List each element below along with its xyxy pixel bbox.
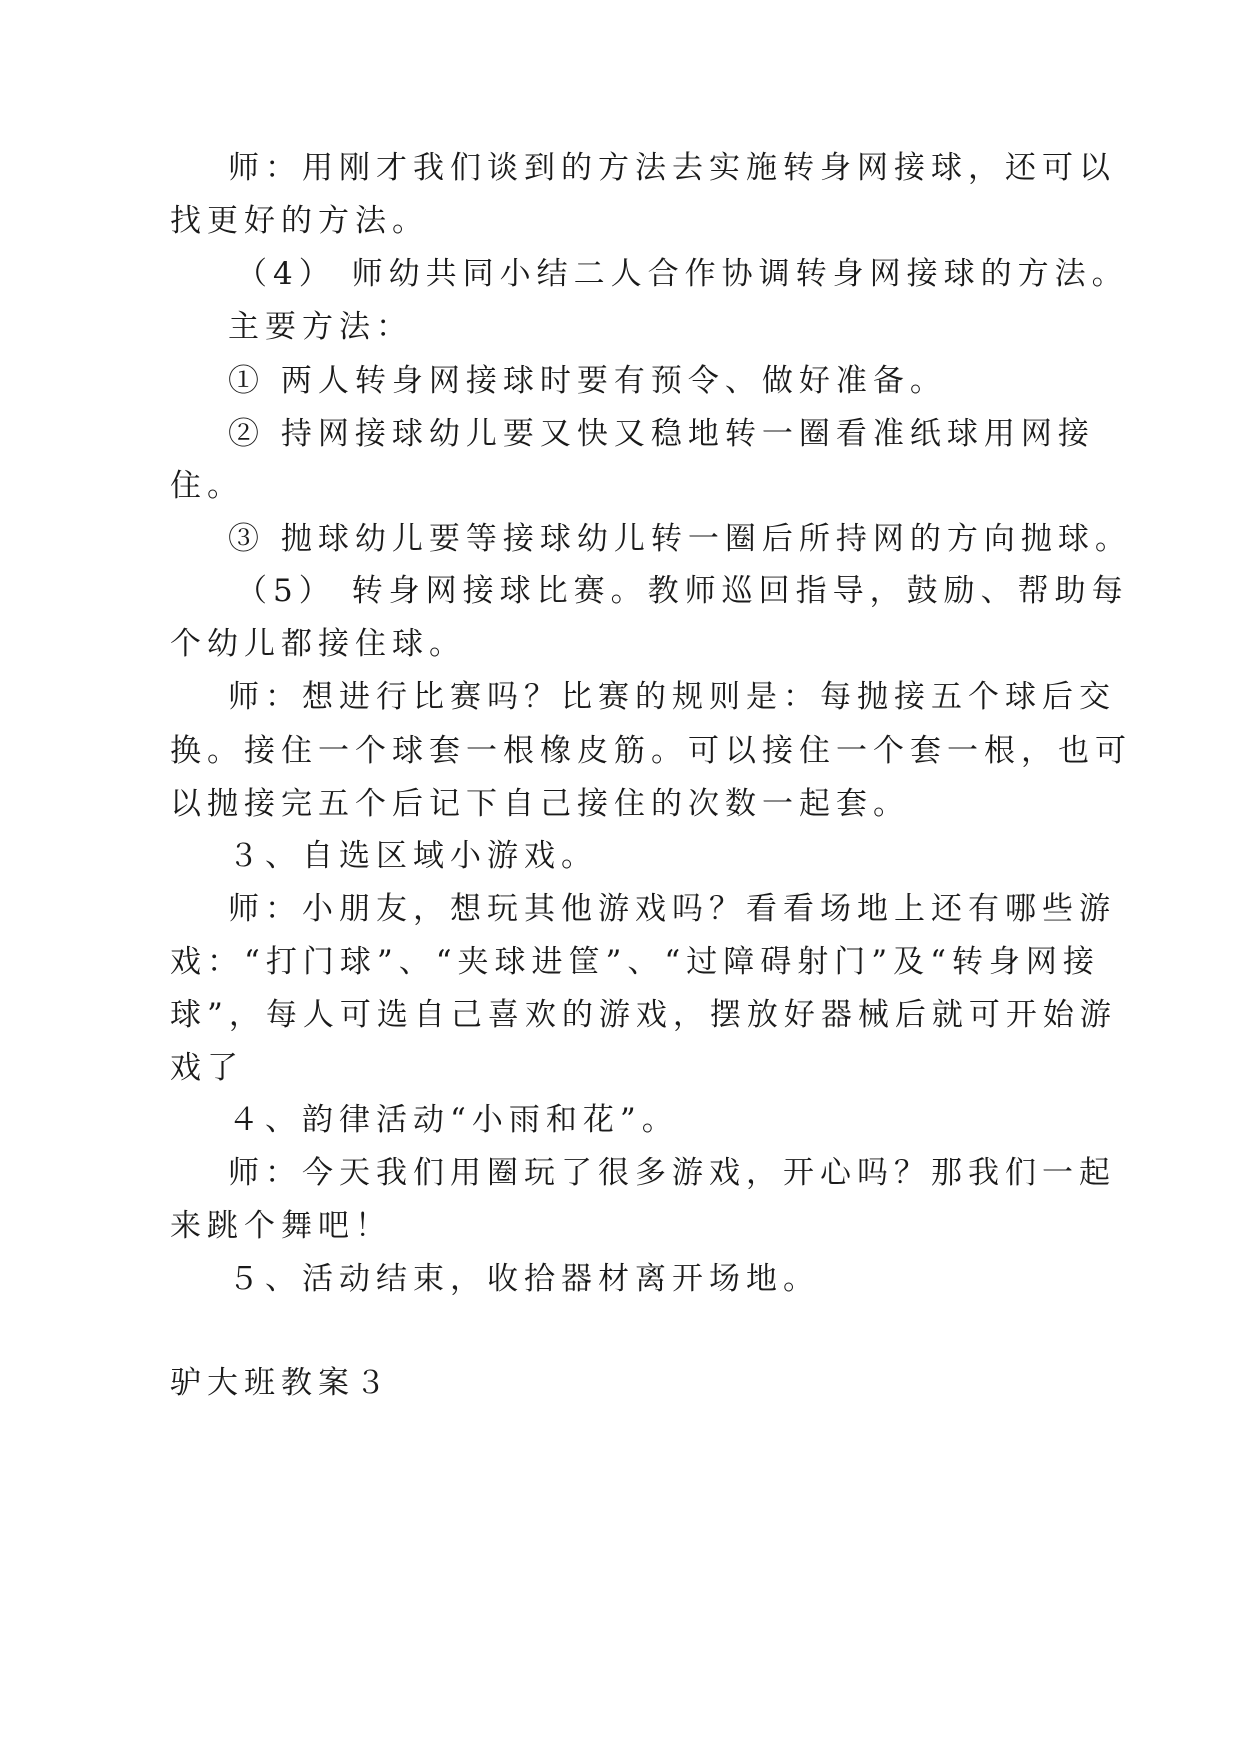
- paragraph-line: 个幼儿都接住球。: [170, 626, 466, 662]
- paragraph-line: 来跳个舞吧！: [170, 1208, 392, 1244]
- list-item: ② 持网接球幼儿要又快又稳地转一圈看准纸球用网接: [228, 416, 1095, 452]
- paragraph-line: 换。接住一个球套一根橡皮筋。可以接住一个套一根，也可: [170, 733, 1132, 769]
- section-heading: ３、自选区域小游戏。: [228, 838, 598, 874]
- paragraph-line: 戏：“打门球”、“夹球进筐”、“过障碍射门”及“转身网接: [170, 944, 1100, 980]
- list-item: ① 两人转身网接球时要有预令、做好准备。: [228, 363, 947, 399]
- paragraph-line: （4） 师幼共同小结二人合作协调转身网接球的方法。: [236, 256, 1129, 292]
- section-heading: ４、韵律活动“小雨和花”。: [228, 1102, 679, 1138]
- paragraph-line: 师：小朋友，想玩其他游戏吗？看看场地上还有哪些游: [228, 891, 1116, 927]
- paragraph-line: 师：用刚才我们谈到的方法去实施转身网接球，还可以: [228, 150, 1116, 186]
- paragraph-line: 师：想进行比赛吗？比赛的规则是：每抛接五个球后交: [228, 679, 1116, 715]
- list-item: ③ 抛球幼儿要等接球幼儿转一圈后所持网的方向抛球。: [228, 521, 1132, 557]
- paragraph-line: 师：今天我们用圈玩了很多游戏，开心吗？那我们一起: [228, 1155, 1116, 1191]
- paragraph-line: 主要方法：: [228, 309, 413, 345]
- paragraph-line: 找更好的方法。: [170, 203, 429, 239]
- document-title: 驴大班教案３: [170, 1365, 392, 1401]
- paragraph-line: 以抛接完五个后记下自己接住的次数一起套。: [170, 786, 910, 822]
- paragraph-line: （5） 转身网接球比赛。教师巡回指导，鼓励、帮助每: [236, 573, 1129, 609]
- paragraph-line: 球”，每人可选自己喜欢的游戏，摆放好器械后就可开始游: [170, 997, 1117, 1033]
- paragraph-line: 戏了: [170, 1050, 244, 1086]
- section-heading: ５、活动结束，收拾器材离开场地。: [228, 1261, 820, 1297]
- paragraph-line: 住。: [170, 468, 244, 504]
